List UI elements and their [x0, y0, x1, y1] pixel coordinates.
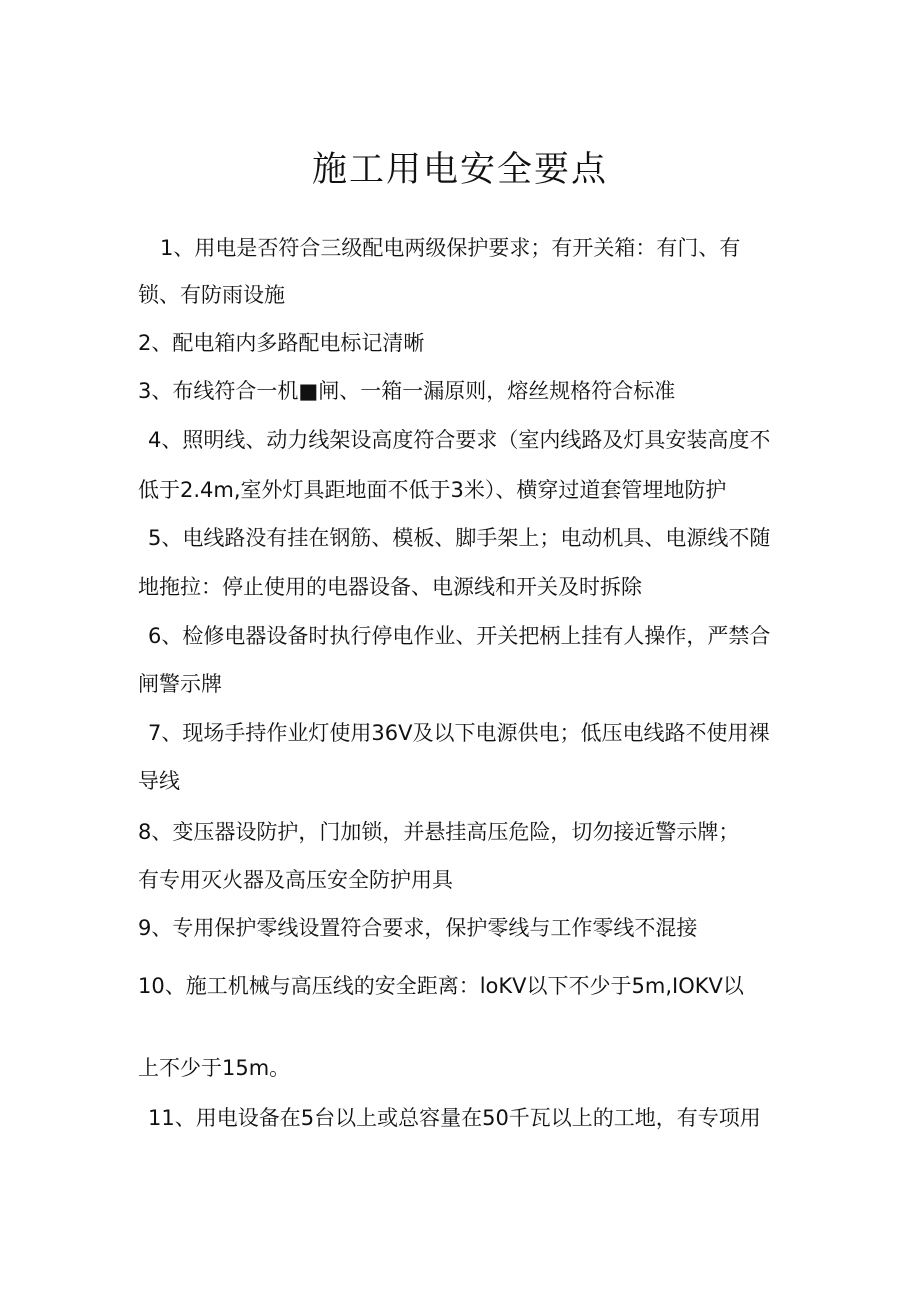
item-3-line: 3、布线符合一机■闸、一箱一漏原则，熔丝规格符合标准 — [138, 379, 676, 403]
item-7-line-1: 7、现场手持作业灯使用36V及以下电源供电；低压电线路不使用裸 — [148, 721, 770, 745]
item-1-line-2: 锁、有防雨设施 — [138, 283, 285, 307]
item-4-line-2: 低于2.4m,室外灯具距地面不低于3米）、横穿过道套管埋地防护 — [138, 478, 727, 502]
item-8-line-2: 有专用灭火器及高压安全防护用具 — [138, 868, 453, 892]
item-1-line-1: 1、用电是否符合三级配电两级保护要求；有开关箱：有门、有 — [160, 236, 741, 260]
item-8-line-1: 8、变压器设防护，门加锁，并悬挂高压危险，切勿接近警示牌； — [138, 820, 740, 844]
item-7-line-2: 导线 — [138, 769, 180, 793]
page-title: 施工用电安全要点 — [311, 150, 608, 190]
item-9-line: 9、专用保护零线设置符合要求，保护零线与工作零线不混接 — [138, 916, 698, 940]
item-6-line-1: 6、检修电器设备时执行停电作业、开关把柄上挂有人操作，严禁合 — [148, 624, 771, 648]
item-10-line-1: 10、施工机械与高压线的安全距离：loKV以下不少于5m,IOKV以 — [138, 974, 744, 998]
item-10-line-2: 上不少于15m。 — [138, 1056, 291, 1080]
item-6-line-2: 闸警示牌 — [138, 672, 222, 696]
item-5-line-1: 5、电线路没有挂在钢筋、模板、脚手架上；电动机具、电源线不随 — [148, 526, 771, 550]
item-5-line-2: 地拖拉：停止使用的电器设备、电源线和开关及时拆除 — [138, 575, 642, 599]
item-11-line-1: 11、用电设备在5台以上或总容量在50千瓦以上的工地，有专项用 — [148, 1106, 761, 1130]
item-2-line: 2、配电箱内多路配电标记清晰 — [138, 331, 425, 355]
item-4-line-1: 4、照明线、动力线架设高度符合要求（室内线路及灯具安装高度不 — [148, 428, 771, 452]
